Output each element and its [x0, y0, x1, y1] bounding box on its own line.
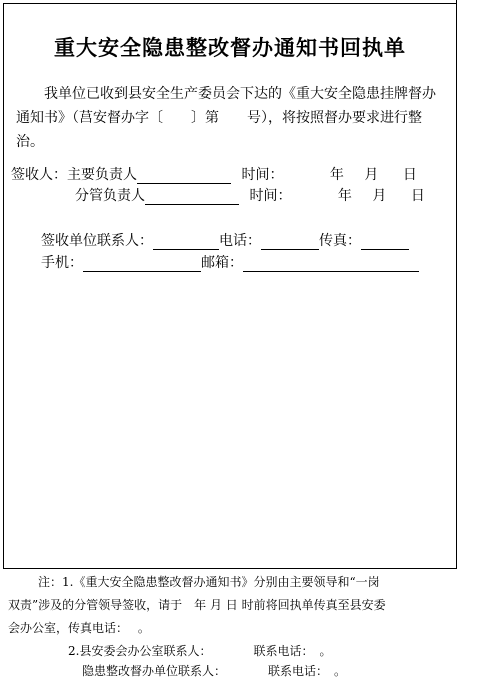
- unit-contact-label: 签收单位联系人：: [41, 233, 153, 249]
- month-label: 月: [372, 188, 387, 204]
- sub-leader-label: 分管负责人: [75, 188, 145, 204]
- note-line-5: 隐患整改督办单位联系人： 联系电话： 。: [82, 664, 347, 678]
- year-label: 年: [337, 188, 352, 204]
- intro-paragraph: [16, 82, 446, 154]
- email-label: 邮箱：: [201, 255, 243, 271]
- main-leader-field[interactable]: [137, 169, 231, 184]
- mobile-email-row: [41, 252, 419, 272]
- day-label: 日: [402, 167, 417, 183]
- email-field[interactable]: [243, 257, 419, 272]
- signer-label: 签收人：: [11, 167, 67, 183]
- unit-contact-field[interactable]: [153, 235, 219, 250]
- form-title: 重大安全隐患整改督办通知书回执单: [54, 35, 406, 60]
- intro-text: 我单位已收到县安全生产委员会下达的《重大安全隐患挂牌督办通知书》（莒安督办字〔 〕第 号），将按照督办要求进行整治。: [16, 86, 436, 150]
- receipt-form: [3, 3, 457, 569]
- unit-contact-row: [41, 230, 409, 250]
- signer-main-row: [11, 164, 417, 184]
- time-label: 时间：: [249, 188, 292, 204]
- mobile-field[interactable]: [83, 257, 201, 272]
- phone-label: 电话：: [219, 233, 261, 249]
- time-label: 时间：: [241, 167, 284, 183]
- note-line-2: 双责”涉及的分管领导签收，请于 年 月 日 时前将回执单传真至县安委: [8, 598, 386, 612]
- fax-field[interactable]: [361, 235, 409, 250]
- note-line-4: 2.县安委会办公室联系人： 联系电话： 。: [68, 644, 332, 658]
- note-line-1: 注：1.《重大安全隐患整改督办通知书》分别由主要领导和“一岗: [38, 575, 380, 589]
- fax-label: 传真：: [319, 233, 361, 249]
- mobile-label: 手机：: [41, 255, 83, 271]
- year-label: 年: [329, 167, 344, 183]
- phone-field[interactable]: [261, 235, 319, 250]
- day-label: 日: [410, 188, 425, 204]
- signer-sub-row: [75, 185, 425, 205]
- month-label: 月: [364, 167, 379, 183]
- main-leader-label: 主要负责人: [67, 167, 137, 183]
- sub-leader-field[interactable]: [145, 190, 239, 205]
- note-line-3: 会办公室，传真电话： 。: [8, 621, 150, 635]
